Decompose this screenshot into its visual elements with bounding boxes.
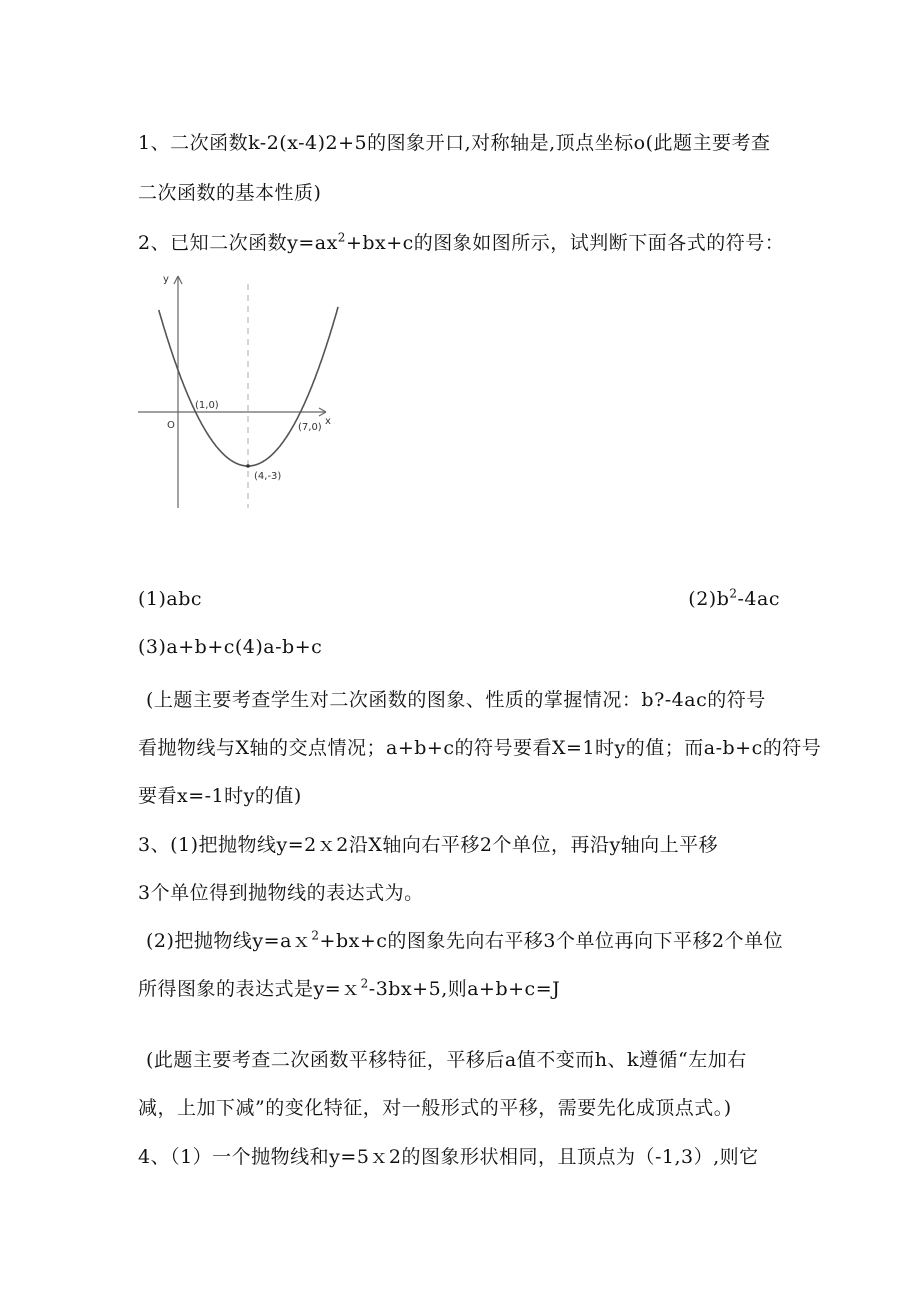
q3-line-4-exponent: 2 [360,976,369,991]
q4-line-1: 4、（1）一个抛物线和y=5ｘ2的图象形状相同，且顶点为（-1,3）,则它 [138,1146,759,1168]
q3-line-3 [146,926,783,953]
q3-line-1: 3、(1)把抛物线y=2ｘ2沿X轴向右平移2个单位，再沿y轴向上平移 [138,834,719,856]
q2-intro-part-a: 2、已知二次函数y=ax [138,232,338,254]
q2-intro-exponent: 2 [337,230,346,245]
q3-line-4-part-a: 所得图象的表达式是y=ｘ [138,978,361,1000]
vertex-label: (4,-3) [254,471,282,482]
x-axis-label: x [325,416,331,427]
q2-item-2-exponent: 2 [729,586,738,601]
q3-line-4-part-b: -3bx+5,则a+b+c=J [368,978,561,1000]
origin-label: O [167,420,175,431]
q2-note-1: (上题主要考查学生对二次函数的图象、性质的掌握情况：b?-4ac的符号 [146,689,766,711]
q3-line-3-part-a: (2)把抛物线y=aｘ [146,930,312,952]
q1-line-2: 二次函数的基本性质) [138,182,322,204]
q3-line-2: 3个单位得到抛物线的表达式为。 [138,882,424,904]
root-2-label: (7,0) [298,422,322,433]
q2-intro-part-b: +bx+c的图象如图所示，试判断下面各式的符号： [345,232,785,254]
q3-line-3-part-b: +bx+c的图象先向右平移3个单位再向下平移2个单位 [319,930,784,952]
vertex-point [246,464,250,468]
q2-item-1: (1)abc [138,588,203,610]
q2-item-2-part-a: (2)b [688,588,730,610]
q2-item-2-part-b: -4ac [737,588,780,610]
q2-note-3: 要看x=-1时y的值) [138,785,302,807]
q1-line-1: 1、二次函数k-2(x-4)2+5的图象开口,对称轴是,顶点坐标o(此题主要考查 [138,132,771,154]
q3-line-4 [138,974,560,1001]
q2-intro [138,228,784,255]
parabola-graph [134,266,344,511]
root-1-label: (1,0) [195,400,219,411]
q3-note-1: (此题主要考查二次函数平移特征，平移后a值不变而h、k遵循“左加右 [146,1049,747,1071]
q3-note-2: 减，上加下减”的变化特征，对一般形式的平移，需要先化成顶点式。) [138,1097,732,1119]
q2-item-2 [688,588,780,610]
y-axis-label: y [163,274,169,285]
q2-note-2: 看抛物线与X轴的交点情况；a+b+c的符号要看X=1时y的值；而a-b+c的符号 [138,737,822,759]
q3-line-3-exponent: 2 [311,928,320,943]
q2-items-3-4: (3)a+b+c(4)a-b+c [138,636,323,658]
